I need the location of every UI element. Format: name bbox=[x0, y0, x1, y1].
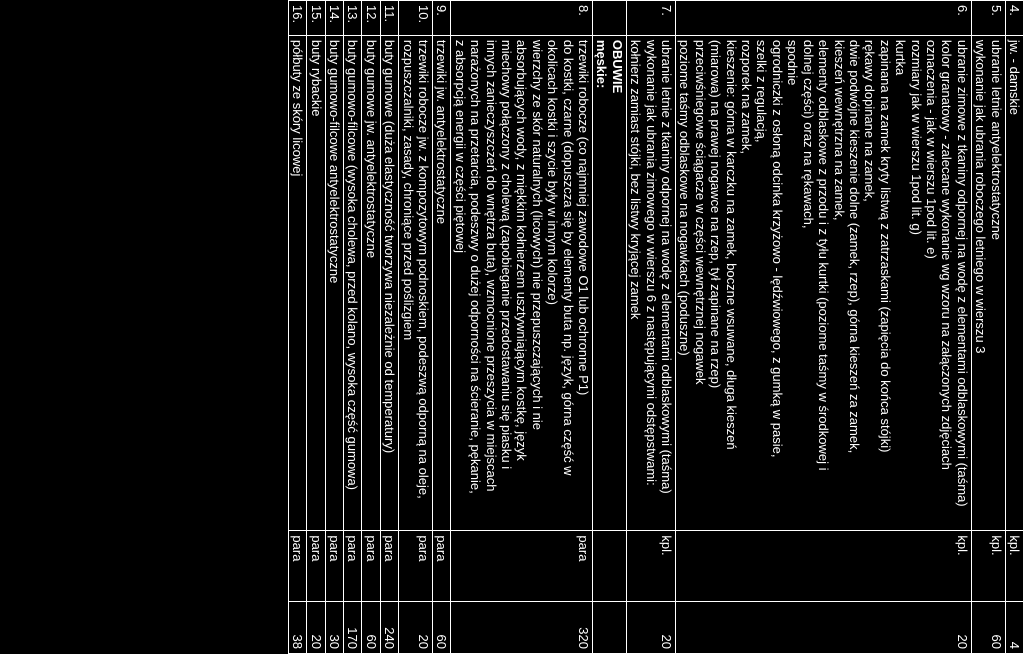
table-row bbox=[399, 1, 433, 654]
description-line: ubranie letnie z tkaniny odpornej na wodę z elementami odblaskowymi (taśma) bbox=[659, 39, 675, 494]
description-line: z absorpcją energii w części piętowej bbox=[452, 39, 468, 254]
description-line: (miarowa) na prawej nogawce na rzep, tył zapinane na rzep) bbox=[708, 39, 724, 389]
description-line: wykonanie jak ubrania roboczego letniego w wierszu 3 bbox=[973, 39, 989, 354]
row-unit: para bbox=[432, 531, 450, 602]
row-unit: para bbox=[362, 531, 380, 602]
description-line: narażonych na przetarcia, podeszwy o dużej odporności na ścieranie, pękanie, bbox=[468, 39, 484, 494]
description-line: kieszeń wewnętrzna na zamek, bbox=[831, 39, 847, 221]
description-line: wierzchy ze skór naturalnych (licowych) nie przepuszczających i nie bbox=[529, 39, 545, 431]
description-line: innych zanieczyszczeń do wnętrza buta), wzmocnione przeszycia w miejscach bbox=[483, 39, 499, 492]
description-line: buty gumowo-filcowe (wysoka cholewa, przed kolano, wysoka część gumowa) bbox=[345, 39, 361, 490]
table-row bbox=[325, 1, 343, 654]
row-number: 4. bbox=[1005, 1, 1023, 36]
description-line: miechowy połączony z cholewą (zapobieganie przedostawaniu się piasku i bbox=[499, 39, 514, 470]
row-description bbox=[676, 35, 972, 531]
row-quantity: 4 bbox=[1005, 602, 1023, 654]
row-description bbox=[399, 35, 433, 531]
row-number: 10. bbox=[399, 1, 433, 36]
table-row bbox=[307, 1, 325, 654]
row-number: 16. bbox=[288, 1, 306, 36]
description-line: męskie: bbox=[594, 39, 610, 89]
row-description bbox=[380, 35, 398, 531]
table-row bbox=[676, 1, 972, 654]
table-row bbox=[343, 1, 361, 654]
description-line: rozmiary jak w wierszu 1pod lit. g) bbox=[908, 39, 924, 235]
description-line: do kostki, czarne (dopuszcza się by elementy buta np. język, górna część w bbox=[560, 39, 576, 476]
table-row bbox=[971, 1, 1005, 654]
row-unit: para bbox=[399, 531, 433, 602]
row-number: 14. bbox=[325, 1, 343, 36]
table-row bbox=[451, 1, 593, 654]
row-number: 5. bbox=[971, 1, 1005, 36]
specification-table bbox=[288, 0, 1024, 654]
row-number: 12. bbox=[362, 1, 380, 36]
row-unit: kpl. bbox=[626, 531, 675, 602]
description-line: buty gumowe jw. antyelektrostatyczne bbox=[363, 39, 379, 259]
table-row bbox=[1005, 1, 1023, 654]
row-unit bbox=[593, 531, 627, 602]
row-description bbox=[343, 35, 361, 531]
description-line: oznaczenia - jak w wierszu 1pod lit. e) bbox=[923, 39, 939, 259]
row-unit: para bbox=[380, 531, 398, 602]
row-unit: kpl. bbox=[676, 531, 972, 602]
description-line: rozpuszczalniki, zasady, chroniące przed poślizgiem bbox=[400, 39, 416, 341]
row-unit: para bbox=[343, 531, 361, 602]
row-quantity bbox=[593, 602, 627, 654]
description-line: rękawy dopinane na zamek, bbox=[862, 39, 878, 202]
row-description bbox=[626, 35, 675, 531]
table-row bbox=[593, 1, 627, 654]
row-description bbox=[451, 35, 593, 531]
table-body bbox=[288, 1, 1023, 654]
row-number: 6. bbox=[676, 1, 972, 36]
row-quantity: 170 bbox=[343, 602, 361, 654]
description-line: spodnie bbox=[785, 39, 801, 86]
row-number: 9. bbox=[432, 1, 450, 36]
description-line: kieszenie: górna w karczku na zamek, boczne wsuwane, długa kieszeń bbox=[723, 39, 739, 450]
row-number bbox=[593, 1, 627, 36]
row-unit: para bbox=[307, 531, 325, 602]
description-line: dwie podwójne kieszenie dolne (zamek, rzep), górna kieszeń za zamek, bbox=[846, 39, 862, 454]
row-description bbox=[593, 35, 627, 531]
description-line: buty gumowo-filcowe antyelektrostatyczne bbox=[326, 39, 342, 284]
description-line: trzewiki robocze (co najmniej zawodowe O1 lub ochronne P1) bbox=[576, 39, 592, 396]
row-number: 13. bbox=[343, 1, 361, 36]
table-row bbox=[362, 1, 380, 654]
description-line: kurtka bbox=[893, 39, 909, 76]
description-line: poziome taśmy odblaskowe na nogawkach (poduszne) bbox=[677, 39, 693, 356]
description-line: OBUWIE bbox=[609, 39, 625, 94]
description-line: okolicach kostki i szycie były w innym kolorze) bbox=[545, 39, 561, 305]
table-row bbox=[380, 1, 398, 654]
description-line: rozporek na zamek, bbox=[739, 39, 755, 155]
description-line: ogrodniczki z osłoną odcinka krzyżowo - lędźwiowego, z gumką w pasie, bbox=[769, 39, 785, 458]
table-row bbox=[626, 1, 675, 654]
description-line: jw. - damskie bbox=[1007, 39, 1022, 115]
description-line: półbuty ze skóry licowej bbox=[290, 39, 306, 177]
row-number: 8. bbox=[451, 1, 593, 36]
row-quantity: 60 bbox=[362, 602, 380, 654]
description-line: szelki z regulacją, bbox=[754, 39, 770, 143]
row-unit: para bbox=[451, 531, 593, 602]
table-row bbox=[288, 1, 306, 654]
description-line: kołnierz zamiast stójki, bez listwy kryjącej zamek bbox=[628, 39, 644, 320]
description-line: zapinana na zamek kryty listwą z zatrzaskami (zapięcia do końca stójki) bbox=[877, 39, 893, 453]
row-unit: para bbox=[288, 531, 306, 602]
description-line: dolnej części) oraz na rękawach, bbox=[800, 39, 816, 229]
description-line: elementy odblaskowe z przodu i z tyłu kurtki (poziome taśmy w środkowej i bbox=[816, 39, 832, 471]
row-number: 11. bbox=[380, 1, 398, 36]
description-line: buty rybackie bbox=[308, 39, 324, 117]
description-line: buty gumowe (duża elastyczność tworzywa niezależnie od temperatury) bbox=[382, 39, 398, 454]
row-description bbox=[307, 35, 325, 531]
row-quantity: 60 bbox=[432, 602, 450, 654]
row-description bbox=[325, 35, 343, 531]
row-quantity: 38 bbox=[288, 602, 306, 654]
row-quantity: 30 bbox=[325, 602, 343, 654]
description-line: ubranie zimowe z tkaniny odpornej na wodę z elementami odblaskowymi (taśma) bbox=[954, 39, 970, 507]
description-line: wykonanie jak ubrania zimowego w wierszu 6 z następującymi odstępstwami: bbox=[643, 39, 659, 486]
row-quantity: 60 bbox=[971, 602, 1005, 654]
row-quantity: 240 bbox=[380, 602, 398, 654]
description-line: kolor granatowy - zalecane wykonanie wg wzoru na załączonych zdjęciach bbox=[939, 39, 955, 470]
row-quantity: 320 bbox=[451, 602, 593, 654]
table-row bbox=[432, 1, 450, 654]
row-description bbox=[432, 35, 450, 531]
row-number: 15. bbox=[307, 1, 325, 36]
row-quantity: 20 bbox=[676, 602, 972, 654]
row-quantity: 20 bbox=[307, 602, 325, 654]
row-description bbox=[362, 35, 380, 531]
description-line: absorbujących wody, z miękkim kołnierzem usztywniającym kostkę, język bbox=[514, 39, 530, 461]
row-number: 7. bbox=[626, 1, 675, 36]
row-quantity: 20 bbox=[399, 602, 433, 654]
description-line: przeciwśniegowe ściągacze w części wewnętrznej nogawek bbox=[692, 39, 708, 385]
row-unit: kpl. bbox=[971, 531, 1005, 602]
row-description bbox=[288, 35, 306, 531]
row-unit: kpl. bbox=[1005, 531, 1023, 602]
description-line: trzewiki jw. antyelektrostatyczne bbox=[434, 39, 450, 225]
row-description bbox=[971, 35, 1005, 531]
row-unit: para bbox=[325, 531, 343, 602]
row-quantity: 20 bbox=[626, 602, 675, 654]
description-line: ubranie letnie antyelektrostatyczne bbox=[988, 39, 1004, 241]
row-description bbox=[1005, 35, 1023, 531]
description-line: trzewiki robocze jw. z kompozytowym podnoskiem, podeszwą odporną na oleje, bbox=[415, 39, 431, 499]
